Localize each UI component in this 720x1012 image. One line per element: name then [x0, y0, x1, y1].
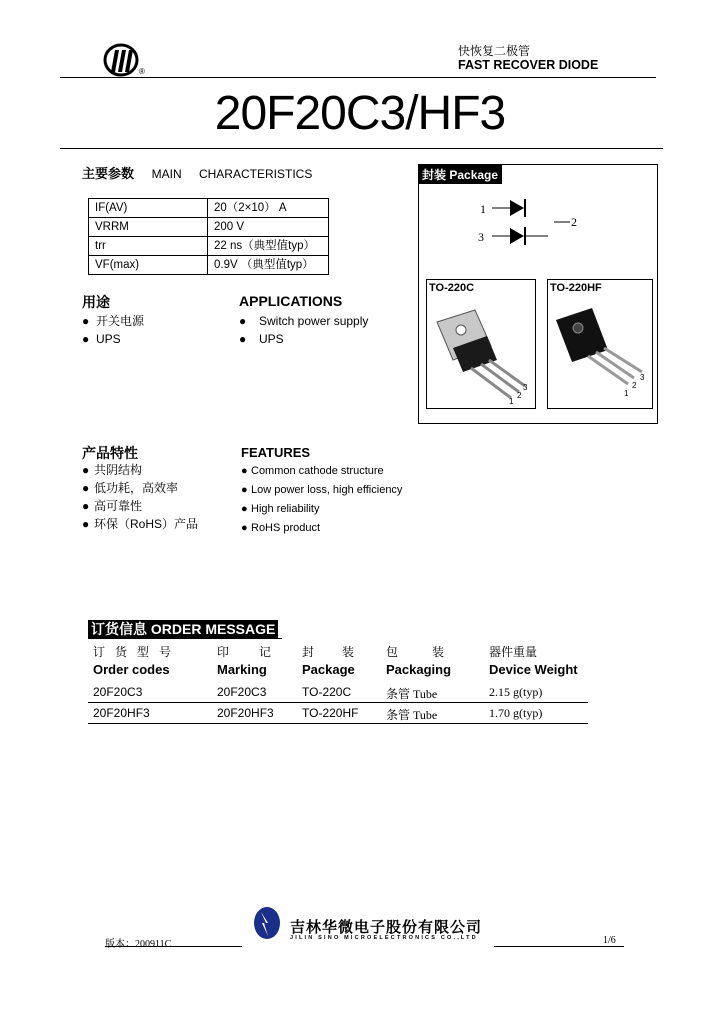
list-item: ● 低功耗，高效率 [82, 481, 179, 495]
list-item: ● 开关电源 [82, 314, 145, 328]
package-to220c [426, 279, 536, 409]
features-title-en: FEATURES [241, 445, 311, 460]
pin-1-label: 1 [480, 202, 486, 216]
applications-list-cn [82, 312, 144, 348]
device-type-cn: 快恢复二极管 [458, 44, 531, 58]
pin-2-label: 2 [571, 215, 577, 229]
order-header-rule [88, 638, 282, 639]
company-logo [101, 42, 149, 78]
list-item: ● Common cathode structure [241, 465, 384, 477]
col-head-en: Device Weight [489, 662, 578, 677]
order-cell: TO-220C [302, 685, 352, 699]
applications-title-en: APPLICATIONS [239, 293, 343, 309]
pin-2-label: 2 [517, 391, 522, 400]
pin-2-label: 2 [632, 381, 637, 390]
applications-title-cn: 用途 [82, 294, 110, 310]
package-name: TO-220HF [550, 282, 602, 294]
package-to220hf [547, 279, 653, 409]
page-number: 1/6 [603, 935, 616, 946]
diode-schematic-icon [470, 194, 590, 250]
pin-3-label: 3 [640, 373, 645, 382]
order-cell: 条管 Tube [386, 687, 438, 701]
package-name: TO-220C [429, 282, 475, 294]
order-title-en: ORDER MESSAGE [150, 621, 276, 637]
list-item: ● 共阴结构 [82, 463, 143, 477]
pin-3-label: 3 [523, 383, 528, 392]
table-row [89, 237, 329, 256]
package-label [418, 165, 502, 184]
order-title-cn: 订货信息 [91, 621, 147, 637]
package-label-en: Package [449, 168, 499, 182]
value-cell: 20（2×10） A [208, 199, 329, 218]
to220hf-package-icon [552, 300, 650, 404]
main-characteristics-title-en: MAIN CHARACTERISTICS [151, 167, 313, 181]
order-row-rule [88, 702, 588, 703]
table-row [89, 218, 329, 237]
value-cell: 200 V [208, 218, 329, 237]
order-cell: 2.15 g(typ) [489, 685, 543, 699]
table-row [89, 199, 329, 218]
value-cell: 0.9V （典型值typ） [208, 256, 329, 275]
order-cell: 20F20C3 [217, 685, 267, 699]
order-message-title [88, 620, 278, 638]
pin-1-label: 1 [624, 389, 629, 398]
col-head-cn: 封装 [302, 645, 383, 659]
list-item: ● UPS [239, 332, 284, 346]
col-head-en: Package [302, 662, 355, 677]
version-label: 版本：200911C [105, 939, 172, 950]
pin-1-label: 1 [509, 397, 514, 404]
param-cell: VRRM [89, 218, 208, 237]
main-characteristics-title [82, 163, 312, 182]
col-head-en: Packaging [386, 662, 452, 677]
header-rule [60, 77, 656, 78]
order-cell: 20F20HF3 [217, 706, 274, 720]
list-item: ● 环保（RoHS）产品 [82, 517, 199, 531]
table-row [89, 256, 329, 275]
features-list-cn [82, 461, 198, 533]
param-cell: VF(max) [89, 256, 208, 275]
value-cell: 22 ns（典型值typ） [208, 237, 329, 256]
company-name-en: JILIN SINO MICROELECTRONICS CO.,LTD [290, 935, 478, 941]
applications-list-en [239, 312, 368, 348]
to220c-package-icon [431, 300, 529, 404]
col-head-cn: 订货型号 [93, 645, 182, 659]
main-characteristics-title-cn: 主要参数 [82, 166, 135, 181]
features-list-en [241, 462, 402, 538]
col-head-en: Order codes [93, 662, 170, 677]
list-item: ● UPS [82, 332, 121, 346]
param-cell: IF(AV) [89, 199, 208, 218]
order-row-rule [88, 723, 588, 724]
package-label-cn: 封装 [422, 168, 447, 182]
features-title-cn: 产品特性 [82, 445, 138, 461]
param-cell: trr [89, 237, 208, 256]
list-item: ● High reliability [241, 503, 320, 515]
registered-mark: ® [139, 67, 145, 76]
order-cell: 条管 Tube [386, 708, 438, 722]
col-head-cn: 器件重量 [489, 645, 538, 659]
pin-3-label: 3 [478, 230, 484, 244]
list-item: ● 高可靠性 [82, 499, 143, 513]
title-rule [60, 148, 663, 149]
order-cell: 20F20C3 [93, 685, 143, 699]
characteristics-table [88, 198, 329, 275]
footer-rule-right [494, 946, 624, 947]
list-item: ● RoHS product [241, 522, 321, 534]
order-cell: TO-220HF [302, 706, 359, 720]
list-item: ● Low power loss, high efficiency [241, 484, 403, 496]
list-item: ● Switch power supply [239, 314, 369, 328]
company-emblem-icon [250, 906, 284, 940]
col-head-cn: 印记 [217, 645, 302, 659]
col-head-cn: 包装 [386, 645, 479, 659]
order-cell: 1.70 g(typ) [489, 706, 543, 720]
order-cell: 20F20HF3 [93, 706, 150, 720]
col-head-en: Marking [217, 662, 267, 677]
company-name-cn: 吉林华微电子股份有限公司 [290, 919, 483, 936]
part-number-title: 20F20C3/HF3 [214, 87, 506, 140]
device-type-en: FAST RECOVER DIODE [458, 58, 599, 72]
